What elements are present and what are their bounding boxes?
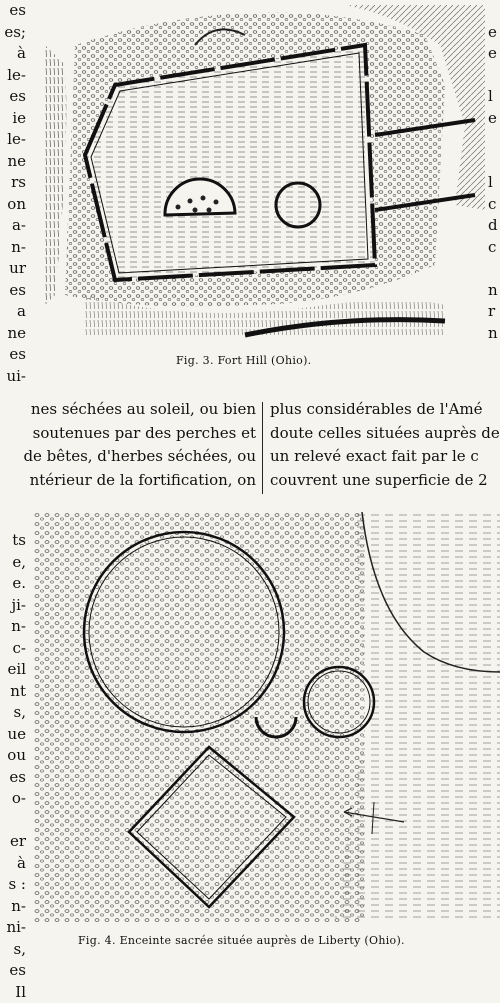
right-fragment-line: r — [488, 301, 500, 323]
right-fragment-line: e — [488, 22, 500, 44]
right-fragment-line — [488, 151, 500, 173]
text-line: ntérieur de la fortification, on — [0, 469, 256, 493]
right-fragment-line: l — [488, 172, 500, 194]
left-fragment-line: ue — [0, 724, 26, 746]
left-column-text — [0, 398, 256, 492]
left-fragment-line: es — [0, 86, 26, 108]
left-fragment-line: à — [0, 43, 26, 65]
left-fragment-line: ne — [0, 323, 26, 345]
left-fragment-line: le- — [0, 65, 26, 87]
left-margin-column-lower — [0, 530, 26, 1003]
left-fragment-line: ui- — [0, 366, 26, 388]
liberty-enclosure-engraving — [34, 512, 500, 922]
left-fragment-line: eil — [0, 659, 26, 681]
left-fragment-line: ni- — [0, 917, 26, 939]
right-fragment-line: c — [488, 237, 500, 259]
left-fragment-line: o- — [0, 788, 26, 810]
right-fragment-line: l — [488, 86, 500, 108]
left-fragment-line: rs — [0, 172, 26, 194]
text-line: nes séchées au soleil, ou bien — [0, 398, 256, 422]
left-fragment-line: es — [0, 960, 26, 982]
left-fragment-line: ur — [0, 258, 26, 280]
left-fragment-line: e. — [0, 573, 26, 595]
left-fragment-line: à — [0, 853, 26, 875]
left-fragment-line: es — [0, 767, 26, 789]
left-fragment-line: nt — [0, 681, 26, 703]
text-line: doute celles situées auprès de — [270, 422, 500, 446]
left-fragment-line: le- — [0, 129, 26, 151]
left-fragment-line: s, — [0, 939, 26, 961]
right-fragment-line — [488, 129, 500, 151]
text-line: soutenues par des perches et — [0, 422, 256, 446]
left-fragment-line: Il — [0, 982, 26, 1003]
text-line: couvrent une superficie de 2 — [270, 469, 500, 493]
left-fragment-line: s : — [0, 874, 26, 896]
left-fragment-line: n- — [0, 896, 26, 918]
left-fragment-line: es — [0, 344, 26, 366]
left-fragment-line: on — [0, 194, 26, 216]
right-fragment-line — [488, 0, 500, 22]
right-fragment-line: n — [488, 280, 500, 302]
left-fragment-line: es; — [0, 22, 26, 44]
left-fragment-line: es — [0, 280, 26, 302]
left-fragment-line: es — [0, 0, 26, 22]
left-margin-column — [0, 0, 26, 387]
right-fragment-line: c — [488, 194, 500, 216]
text-line: plus considérables de l'Amé — [270, 398, 500, 422]
right-margin-column — [488, 0, 500, 344]
left-fragment-line: n- — [0, 616, 26, 638]
right-fragment-line: e — [488, 43, 500, 65]
right-fragment-line: e — [488, 108, 500, 130]
left-fragment-line: a — [0, 301, 26, 323]
left-fragment-line: s, — [0, 702, 26, 724]
column-divider — [262, 402, 263, 494]
text-line: de bêtes, d'herbes séchées, ou — [0, 445, 256, 469]
left-fragment-line: ts — [0, 530, 26, 552]
figure-4-caption: Fig. 4. Enceinte sacrée située auprès de Liberty (Ohio). — [78, 934, 405, 947]
left-fragment-line: c- — [0, 638, 26, 660]
right-fragment-line — [488, 258, 500, 280]
left-fragment-line: er — [0, 831, 26, 853]
left-fragment-line: ne — [0, 151, 26, 173]
left-fragment-line: ie — [0, 108, 26, 130]
left-fragment-line: ou — [0, 745, 26, 767]
figure-3-caption: Fig. 3. Fort Hill (Ohio). — [176, 354, 311, 367]
right-column-text — [270, 398, 500, 492]
left-fragment-line — [0, 810, 26, 832]
text-line: un relevé exact fait par le c — [270, 445, 500, 469]
right-fragment-line: d — [488, 215, 500, 237]
left-fragment-line: ji- — [0, 595, 26, 617]
left-fragment-line: n- — [0, 237, 26, 259]
right-fragment-line: n — [488, 323, 500, 345]
right-fragment-line — [488, 65, 500, 87]
fort-hill-engraving — [45, 5, 485, 350]
left-fragment-line: e, — [0, 552, 26, 574]
left-fragment-line: a- — [0, 215, 26, 237]
